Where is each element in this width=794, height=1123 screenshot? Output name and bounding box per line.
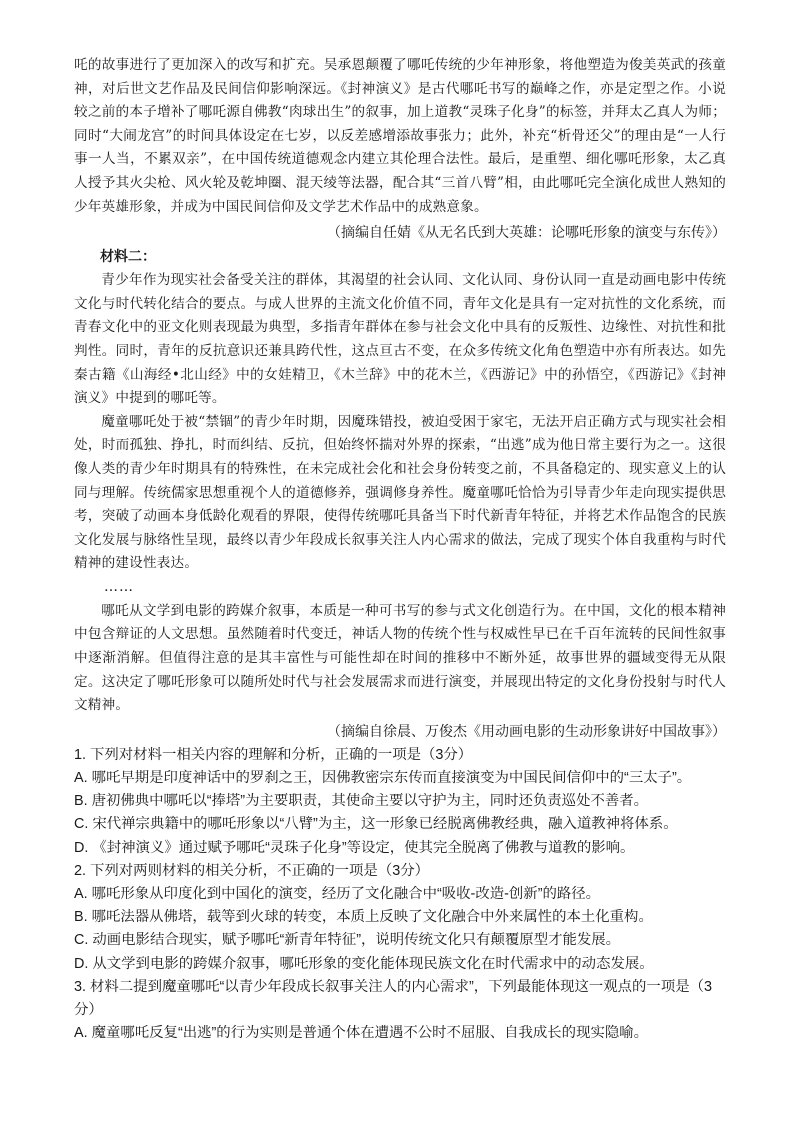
question-2-option-c: C. 动画电影结合现实，赋予哪吒“新青年特征”，说明传统文化只有颠覆原型才能发展。 [74,932,621,949]
question-3-option-a: A. 魔童哪吒反复“出逃”的行为实则是普通个体在遭遇不公时不屈服、自我成长的现实隐喻。 [74,1025,649,1042]
question-2-option-d: D. 从文学到电影的跨媒介叙事，哪吒形象的变化能体现民族文化在时代需求中的动态发展。 [74,955,654,972]
material2-paragraph-1: 青少年作为现实社会备受关注的群体，其渴望的社会认同、文化认同、身份认同一直是动画电影中传统文化与时代转化结合的要点。与成人世界的主流文化价值不同，青年文化是具有一定对抗性的文化系统，而青春文化中的亚文化则表现最为典型，多指青年群体在参与社会文化中具有的反叛性、边缘性、对抗性和批判性。同时，青年的反抗意识还兼具跨代性，这点亘古不变，在众多传统文化角色塑造中亦有所表达。如先秦古籍《山海经•北山经》中的女娃精卫，《木兰辞》中的花木兰，《西游记》中的孙悟空，《西游记》《封神演义》中提到的哪吒等。 [74,272,726,407]
material2-paragraph-2: 魔童哪吒处于被“禁锢”的青少年时期，因魔珠错投，被迫受困于家宅，无法开启正确方式与现实社会相处，时而孤独、挣扎，时而纠结、反抗，但始终怀揣对外界的探索，“出逃”成为他日常主要行为之一。这很像人类的青少年时期具有的特殊性，在未完成社会化和社会身份转变之前，不具备稳定的、现实意义上的认同与理解。传统儒家思想重视个人的道德修养，强调修身养性。魔童哪吒恰恰为引导青少年走向现实提供思考，突破了动画本身低龄化观看的界限，使得传统哪吒具备当下时代新青年特征，并将艺术作品饱含的民族文化发展与脉络性呈现，最终以青少年段成长叙事关注人内心需求的做法，完成了现实个体自我重构与时代精神的建设性表达。 [74,413,726,572]
document-page [74,54,726,1045]
question-1-option-a: A. 哪吒早期是印度神话中的罗刹之王，因佛教密宗东传而直接演变为中国民间信仰中的“三太子”。 [74,770,692,787]
question-1-option-d: D. 《封神演义》通过赋予哪吒“灵珠子化身”等设定，使其完全脱离了佛教与道教的影响。 [74,839,635,856]
question-2-option-a: A. 哪吒形象从印度化到中国化的演变，经历了文化融合中“吸收-改造-创新”的路径。 [74,886,601,903]
material1-source: （摘编自任婧《从无名氏到大英雄：论哪吒形象的演变与东传》） [327,225,726,242]
question-3-stem: 3. 材料二提到魔童哪吒“以青少年段成长叙事关注人的内心需求”，下列最能体现这一观点的一项是（3分） [74,978,712,1019]
question-2-stem: 2. 下列对两则材料的相关分析，不正确的一项是（3分） [74,862,429,879]
material1-text: 吒的故事进行了更加深入的改写和扩充。吴承恩颠覆了哪吒传统的少年神形象，将他塑造为俊美英武的孩童神，对后世文艺作品及民间信仰影响深远。《封神演义》是古代哪吒书写的巅峰之作，亦是定型之作。小说较之前的本子增补了哪吒源自佛教“肉球出生”的叙事，加上道教“灵珠子化身”的标签，并拜太乙真人为师；同时“大闹龙宫”的时间具体设定在七岁，以反差感增添故事张力；此外，补充“析骨还父”的理由是“一人行事一人当，不累双亲”，在中国传统道德观念内建立其伦理合法性。最后，是重塑、细化哪吒形象，太乙真人授予其火尖枪、风火轮及乾坤圈、混天绫等法器，配合其“三首八臂”相，由此哪吒完全演化成世人熟知的少年英雄形象，并成为中国民间信仰及文学艺术作品中的成熟意象。 [74,57,726,215]
material2-heading: 材料二： [100,249,156,266]
material2-paragraph-3: 哪吒从文学到电影的跨媒介叙事，本质是一种可书写的参与式文化创造行为。在中国，文化的根本精神中包含辩证的人文思想。虽然随着时代变迁，神话人物的传统个性与权威性早已在千百年流转的民间性叙事中逐渐消解。但值得注意的是其丰富性与可能性却在时间的推移中不断外延，故事世界的疆域变得无从限定。这决定了哪吒形象可以随所处时代与社会发展需求而进行演变，并展现出特定的文化身份投射与时代人文精神。 [74,602,726,714]
question-1-stem: 1. 下列对材料一相关内容的理解和分析，正确的一项是（3分） [74,746,473,763]
material2-source: （摘编自徐晨、万俊杰《用动画电影的生动形象讲好中国故事》） [327,723,726,740]
question-1-option-c: C. 宋代禅宗典籍中的哪吒形象以“八臂”为主，这一形象已经脱离佛教经典，融入道教神将体系。 [74,816,678,833]
question-2-option-b: B. 哪吒法器从佛塔，载等到火球的转变，本质上反映了文化融合中外来属性的本土化重构。 [74,909,653,926]
omission-ellipsis: …… [104,578,134,595]
question-list [74,744,726,1046]
question-1-option-b: B. 唐初佛典中哪吒以“捧塔”为主要职责，其使命主要以守护为主，同时还负责巡处不善者。 [74,793,649,810]
